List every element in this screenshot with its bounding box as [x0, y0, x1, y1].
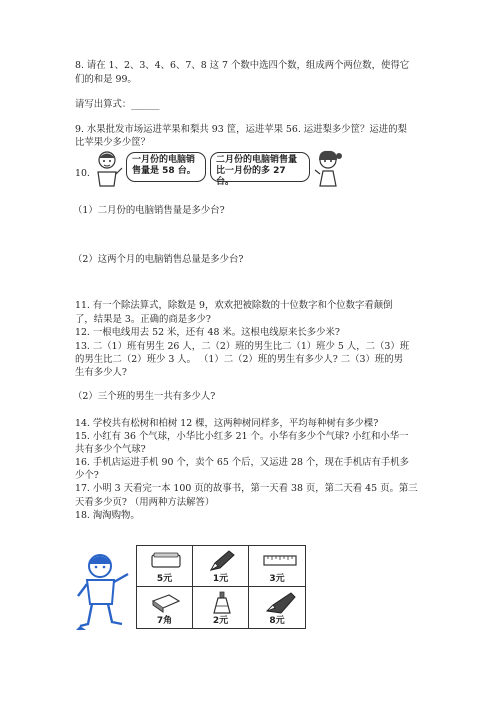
speech-bubble-february [210, 152, 310, 187]
question-13-line-3: 生有多少人? [75, 367, 127, 378]
price-cell-glue [193, 587, 249, 628]
question-16-line-1: 16. 手机店运进手机 90 个，卖个 65 个后，又运进 28 个，现在手机店有手机多 [75, 457, 410, 468]
price-label: 1元 [212, 574, 229, 584]
price-cell-pencil-case [137, 546, 193, 587]
question-10-number: 10. [75, 168, 90, 179]
shopping-boy-icon [74, 552, 134, 632]
question-14-line-1: 14. 学校共有松树和柏树 12 棵，这两种树同样多，平均每种树有多少棵? [75, 418, 379, 429]
price-label: 3元 [269, 574, 285, 584]
price-cell-pen [249, 587, 305, 628]
glue-bottle-icon [207, 591, 237, 615]
ruler-icon [263, 550, 297, 570]
question-10-sub-2: （2）这两个月的电脑销售总量是多少台? [73, 254, 244, 265]
question-9-line-1: 9. 水果批发市场运进苹果和梨共 93 筐，运进苹果 56. 运进梨多少筐？运进的梨 [75, 124, 407, 135]
question-15-line-2: 共有多少个气球? [75, 444, 146, 455]
fountain-pen-icon [263, 591, 297, 615]
price-table [136, 545, 306, 629]
bubble-january-line-1: 一月份的电脑销 [132, 155, 196, 165]
question-17-line-1: 17. 小明 3 天看完一本 100 页的故事书，第一天看 38 页，第二天看 45 页。第三 [75, 483, 418, 494]
price-label: 2元 [212, 616, 229, 626]
question-8-line-1: 8. 请在 1、2、3、4、6、7、8 这 7 个数中选四个数，组成两个两位数，使得它 [75, 60, 410, 71]
price-label: 8元 [269, 616, 285, 626]
question-8-answer-prompt: 请写出算式：______ [75, 99, 160, 110]
boy-figure-icon [92, 150, 124, 190]
question-15-line-1: 15. 小红有 36 个气球，小华比小红多 21 个。小华有多少个气球? 小红和小华一 [75, 431, 409, 442]
bubble-january-line-2: 售量是 58 台。 [132, 166, 196, 176]
question-17-line-2: 天看多少页? （用两种方法解答） [75, 497, 215, 508]
bubble-february-line-1: 二月份的电脑销售量 [216, 155, 298, 165]
price-cell-pencil [193, 546, 249, 587]
question-13-line-1: 13. 二（1）班有男生 26 人，二（2）班的男生比二（1）班少 5 人，二（3）班 [75, 341, 410, 352]
price-label: 7角 [156, 616, 173, 626]
bubble-february-line-2: 比一月份的多 27 台。 [216, 166, 286, 187]
girl-figure-icon [313, 150, 343, 190]
pencil-case-icon [151, 550, 181, 570]
price-label: 5元 [156, 574, 173, 584]
question-13-line-2: 的男生比二（2）班少 3 人。 （1）二（2）班的男生有多少人? 二（3）班的男 [75, 354, 404, 365]
question-11-line-2: 了，结果是 3。正确的商是多少? [75, 314, 211, 325]
question-12-line-1: 12. 一根电线用去 52 米，还有 48 米。这根电线原来长多少米? [75, 327, 340, 338]
pencil-icon [207, 550, 237, 572]
question-8-line-2: 们的和是 99。 [75, 74, 137, 85]
speech-bubble-january [126, 152, 206, 182]
question-9-line-2: 比苹果少多少筐？ [75, 137, 151, 148]
price-cell-eraser [137, 587, 193, 628]
question-10-sub-1: （1）二月份的电脑销售量是多少台? [73, 205, 225, 216]
question-11-line-1: 11. 有一个除法算式，除数是 9，欢欢把被除数的十位数字和个位数字看颠倒 [75, 300, 393, 311]
question-18-line-1: 18. 淘淘购物。 [75, 510, 140, 521]
price-cell-ruler [249, 546, 305, 587]
question-16-line-2: 少个? [75, 470, 99, 481]
question-13-sub-2: （2）三个班的男生一共有多少人? [73, 391, 216, 402]
eraser-icon [151, 591, 181, 613]
